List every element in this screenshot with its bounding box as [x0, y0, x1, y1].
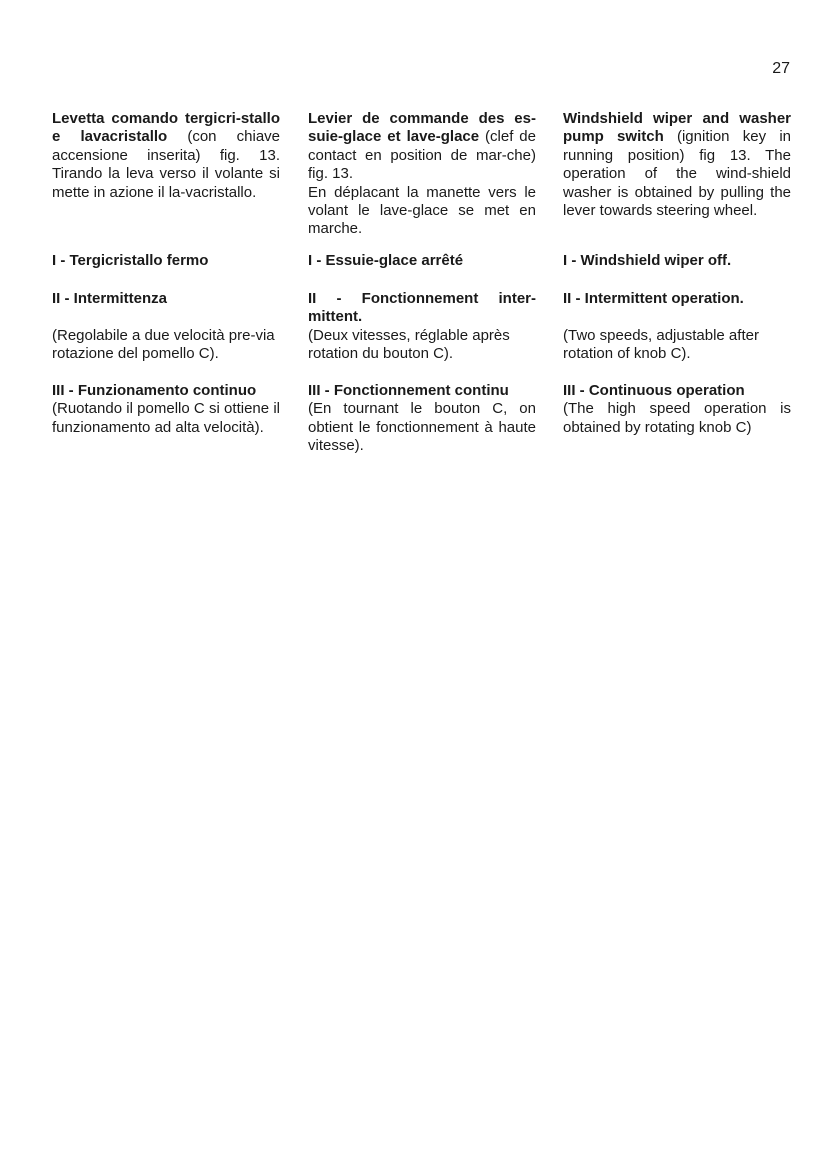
italian-intro-title: Levetta comando tergicri-stallo e lavacristallo	[52, 110, 280, 146]
italian-item-3: III - Funzionamento continuo	[52, 382, 257, 399]
english-intro-title: Windshield wiper and washer pump switch	[563, 110, 791, 146]
english-intro	[563, 110, 791, 252]
french-intro-text: (clef de contact en position de mar-che) fig. 13.	[308, 128, 536, 183]
french-item-3-note: (En tournant le bouton C, on obtient le fonctionnement à haute vitesse).	[308, 400, 536, 455]
italian-item-2-note: (Regolabile a due velocità pre-via rotazione del pomello C).	[52, 327, 275, 363]
french-item-2: II - Fonctionnement inter-mittent.	[308, 290, 536, 326]
page-number: 27	[772, 60, 790, 77]
english-item-2: II - Intermittent operation.	[563, 290, 744, 307]
french-intro-title: Levier de commande des es-suie-glace et lave-glace	[308, 110, 536, 146]
english-intro-text: (ignition key in running position) fig 13. The operation of the wind-shield washer is obtained by pulling the lever towards steering wheel.	[563, 128, 791, 220]
french-intro-text-2: En déplacant la manette vers le volant le lave-glace se met en marche.	[308, 183, 536, 238]
italian-intro-text: (con chiave accensione inserita) fig. 13. Tirando la leva verso il volante si mette in azione il la-vacristallo.	[52, 128, 281, 201]
english-column	[563, 110, 791, 437]
english-item-3-note: (The high speed operation is obtained by rotating knob C)	[563, 400, 791, 436]
english-item-2-note: (Two speeds, adjustable after rotation of knob C).	[563, 327, 759, 363]
italian-column	[52, 110, 280, 437]
italian-item-3-note: (Ruotando il pomello C si ottiene il funzionamento ad alta velocità).	[52, 400, 280, 436]
french-item-2-note: (Deux vitesses, réglable après rotation du bouton C).	[308, 326, 510, 363]
french-intro	[308, 110, 536, 252]
italian-item-1: I - Tergicristallo fermo	[52, 252, 209, 269]
english-item-3: III - Continuous operation	[563, 382, 745, 399]
italian-item-2: II - Intermittenza	[52, 290, 168, 307]
italian-intro	[52, 110, 280, 252]
french-column	[308, 110, 536, 455]
english-item-1: I - Windshield wiper off.	[563, 252, 732, 269]
french-item-1: I - Essuie-glace arrêté	[308, 252, 464, 269]
french-item-3: III - Fonctionnement continu	[308, 381, 509, 399]
